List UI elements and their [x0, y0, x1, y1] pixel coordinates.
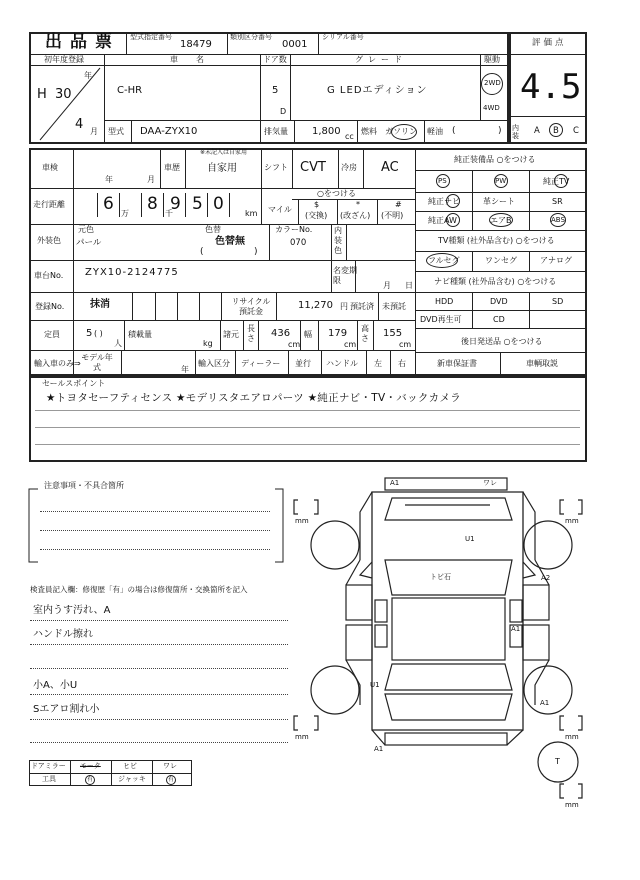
doors-label: ドア数: [263, 55, 287, 64]
note-line-4: 小A、小U: [33, 680, 78, 691]
grade-label: グレード: [355, 55, 407, 64]
equip-tv: 純正TV: [543, 177, 570, 186]
fuel-open: (: [452, 126, 456, 136]
equip-ps: PS: [438, 177, 447, 185]
fuel-gas: ガソリン: [385, 127, 417, 136]
mile-swap-label: (交換): [305, 211, 328, 220]
later-warranty: 新車保証書: [437, 359, 477, 368]
width-cm: cm: [344, 340, 357, 349]
color-no: 070: [290, 238, 307, 248]
mileage-digit-2: 8: [147, 194, 158, 214]
handle-left: 左: [374, 359, 382, 368]
rename-day: 日: [405, 281, 413, 290]
windshield-note: トビ石: [430, 573, 451, 581]
caution-label: 注意事項・不具合箇所: [44, 481, 124, 490]
hood-note: U1: [465, 535, 475, 543]
mile-tamper: *: [356, 200, 360, 209]
rename-month: 月: [383, 281, 391, 290]
mileage-digit-4: 5: [192, 194, 203, 214]
right-fender-note: A2: [541, 574, 551, 582]
color-change-paren-close: ): [254, 247, 258, 257]
reg-no-label: 登録No.: [35, 302, 65, 311]
sales-text: ★トヨタセーフティセンス ★モデリスタエアロパーツ ★純正ナビ・TV・バックカメラ: [46, 392, 462, 404]
tv-analog: アナログ: [540, 256, 572, 265]
recycle-amount: 11,270: [298, 300, 333, 311]
category: 0001: [282, 39, 308, 50]
first-reg-label: 初年度登録: [44, 55, 84, 64]
length: 436: [271, 328, 291, 339]
page-title: 出品票: [45, 32, 120, 52]
equip-leather: 革シート: [483, 197, 515, 206]
km-unit: km: [245, 209, 258, 218]
capacity: 5: [86, 328, 93, 339]
car-name-label: 車名: [170, 55, 222, 64]
import-dealer: ディーラー: [241, 359, 281, 368]
displacement: 1,800: [312, 126, 341, 137]
rename-label: 名変期限: [333, 266, 357, 285]
equip-abs: ABS: [551, 216, 565, 224]
interior-grade-b: B: [553, 126, 559, 136]
mirror-label: ドアミラー: [31, 762, 66, 770]
cooling-label: 冷房: [341, 163, 357, 172]
mileage-digit-5: 0: [213, 194, 224, 214]
first-reg-month-unit: 月: [90, 127, 98, 136]
history-label: 車歴: [164, 163, 180, 172]
height-label: 高さ: [361, 324, 369, 343]
mm-rear-right: mm: [565, 733, 579, 741]
orig-color-label: 元色: [78, 225, 94, 234]
front-crack: ワレ: [483, 479, 497, 487]
recycle-not: 未預託: [382, 302, 406, 311]
load-unit: kg: [203, 339, 213, 348]
model-label: 型式: [108, 127, 124, 136]
mirror-motor: モータ: [80, 762, 101, 770]
mileage-label: 走行距離: [33, 200, 65, 209]
sales-label: セールスポイント: [42, 379, 106, 388]
orig-color: パール: [76, 238, 102, 248]
cc-unit: cc: [345, 132, 354, 141]
history-note: ※未記入は自家用: [200, 149, 248, 156]
evaluation-score: 4.5: [520, 67, 582, 107]
inspection-label: 車検: [42, 163, 58, 172]
tv-oneseg: ワンセグ: [485, 256, 517, 265]
reg-no: 抹消: [90, 299, 110, 310]
width: 179: [328, 328, 348, 339]
type-designation-label: 型式指定番号: [130, 33, 172, 41]
right-door-note: A1: [511, 625, 521, 633]
front-code: A1: [390, 479, 400, 487]
scratch-label: ヒビ: [123, 762, 137, 770]
navi-hdd: HDD: [435, 297, 454, 306]
recycle-unit: 円: [340, 302, 348, 311]
capacity-paren: ( ): [94, 329, 103, 338]
length-cm: cm: [288, 340, 301, 349]
jack-label: ジャッキ: [118, 775, 146, 783]
color-no-label: カラーNo.: [275, 225, 313, 234]
fuel-close: ): [498, 126, 502, 136]
play-cd: CD: [493, 315, 505, 324]
tool-value: 有: [87, 776, 94, 783]
height: 155: [383, 328, 403, 339]
mileage-digit-3: 9: [170, 194, 181, 214]
door-type: D: [280, 107, 287, 116]
import-type-label: 輸入区分: [198, 359, 230, 368]
mm-rear-left: mm: [295, 733, 309, 741]
equip-pw: PW: [495, 177, 507, 185]
color-change-label: 色替: [205, 225, 221, 234]
spare-tire-label: T: [555, 757, 560, 766]
equip-navi: 純正ナビ: [428, 197, 460, 206]
crack-label: ワレ: [163, 762, 177, 770]
color-change-paren-open: (: [200, 247, 204, 257]
grade: G LEDエディション: [327, 85, 428, 96]
first-reg-year-unit: 年: [84, 71, 92, 80]
mile-swap: $: [314, 200, 320, 209]
handle-label: ハンドル: [326, 359, 358, 368]
history: 自家用: [207, 163, 237, 174]
later-title: 後日発送品 ○をつける: [461, 337, 543, 346]
first-reg-year: 30: [55, 87, 72, 102]
color-change: 色替無: [215, 236, 245, 247]
tv-fullseg: フルセグ: [428, 256, 460, 265]
first-reg-month: 4: [75, 117, 84, 132]
mileage-man-unit: 万: [121, 209, 129, 218]
navi-type-title: ナビ種類 (社外品含む) ○をつける: [434, 277, 557, 286]
category-label: 類別区分番号: [230, 33, 272, 41]
rear-wheel-note: A1: [540, 699, 550, 707]
tv-type-title: TV種類 (社外品含む) ○をつける: [438, 236, 555, 245]
inspector-label: 検査員記入欄：修復歴「有」の場合は修復箇所・交換箇所を記入: [30, 585, 248, 594]
width-label: 幅: [304, 330, 312, 339]
mm-spare: mm: [565, 801, 579, 809]
navi-sd: SD: [552, 297, 564, 306]
drive-label: 駆動: [484, 55, 500, 64]
note-line-5: Sエアロ割れ小: [33, 704, 100, 715]
import-parallel: 並行: [295, 359, 311, 368]
color-label: 外装色: [37, 236, 61, 245]
model: DAA-ZYX10: [140, 126, 198, 137]
inspection-month-unit: 月: [147, 175, 155, 184]
shift-label: シフト: [264, 163, 288, 172]
model-year-unit: 年: [181, 365, 189, 374]
equip-aw: 純正AW: [428, 216, 457, 225]
car-name: C-HR: [117, 85, 143, 96]
interior-grade-a: A: [534, 126, 540, 136]
length-label: 長さ: [247, 324, 255, 343]
equip-sr: SR: [552, 197, 563, 206]
mile-unknown: #: [395, 200, 402, 209]
left-rear-note: U1: [370, 681, 380, 689]
note-line-1: 室内うす汚れ、A: [33, 605, 111, 616]
mile-note: ○をつける: [317, 189, 356, 198]
mm-front-left: mm: [295, 517, 309, 525]
shift: CVT: [300, 160, 326, 175]
mile-tamper-label: (改ざん): [340, 211, 371, 220]
capacity-label: 定員: [44, 330, 60, 339]
cooling: AC: [381, 160, 399, 175]
load-label: 積載量: [128, 330, 152, 339]
door-count: 5: [272, 85, 279, 96]
model-year-label: モデル年式: [81, 353, 113, 372]
mileage-sen-unit: 千: [165, 209, 173, 218]
mileage-digit-1: 6: [103, 194, 114, 214]
later-manual: 車輌取説: [526, 359, 558, 368]
type-designation: 18479: [180, 39, 212, 50]
recycle-label: リサイクル預託金: [231, 297, 271, 316]
drive-2wd: 2WD: [484, 79, 501, 87]
fuel-diesel: 軽油: [427, 127, 443, 136]
drive-4wd: 4WD: [483, 104, 500, 112]
import-label: 輸入車のみ⇒: [34, 359, 81, 368]
handle-right: 右: [398, 359, 406, 368]
mm-front-right: mm: [565, 517, 579, 525]
equipment-title: 純正装備品 ○をつける: [454, 155, 536, 164]
interior-grade-label: 内装: [512, 124, 519, 140]
dvd-play: DVD再生可: [420, 315, 462, 324]
first-reg-era: H: [37, 87, 47, 102]
dimensions-label: 諸元: [223, 330, 239, 339]
tool-label: 工具: [42, 775, 56, 783]
serial-label: シリアル番号: [322, 33, 364, 41]
mile-unknown-label: (不明): [381, 211, 404, 220]
interior-grade-c: C: [573, 126, 579, 136]
vin: ZYX10-2124775: [85, 267, 179, 278]
vin-label: 車台No.: [34, 271, 64, 280]
mile-label: マイル: [268, 205, 292, 214]
height-cm: cm: [399, 340, 412, 349]
rear-code: A1: [374, 745, 384, 753]
note-line-2: ハンドル擦れ: [33, 629, 93, 640]
interior-color-label: 内装色: [334, 226, 342, 255]
score-label: 評価点: [532, 38, 567, 48]
jack-value: 有: [168, 776, 175, 783]
fuel-label: 燃料: [361, 127, 377, 136]
displacement-label: 排気量: [264, 127, 288, 136]
equip-airbag: エアB: [490, 216, 512, 225]
capacity-unit: 人: [114, 339, 122, 348]
inspection-year-unit: 年: [105, 175, 113, 184]
navi-dvd: DVD: [490, 297, 508, 306]
recycle-deposited: 預託済: [350, 302, 374, 311]
